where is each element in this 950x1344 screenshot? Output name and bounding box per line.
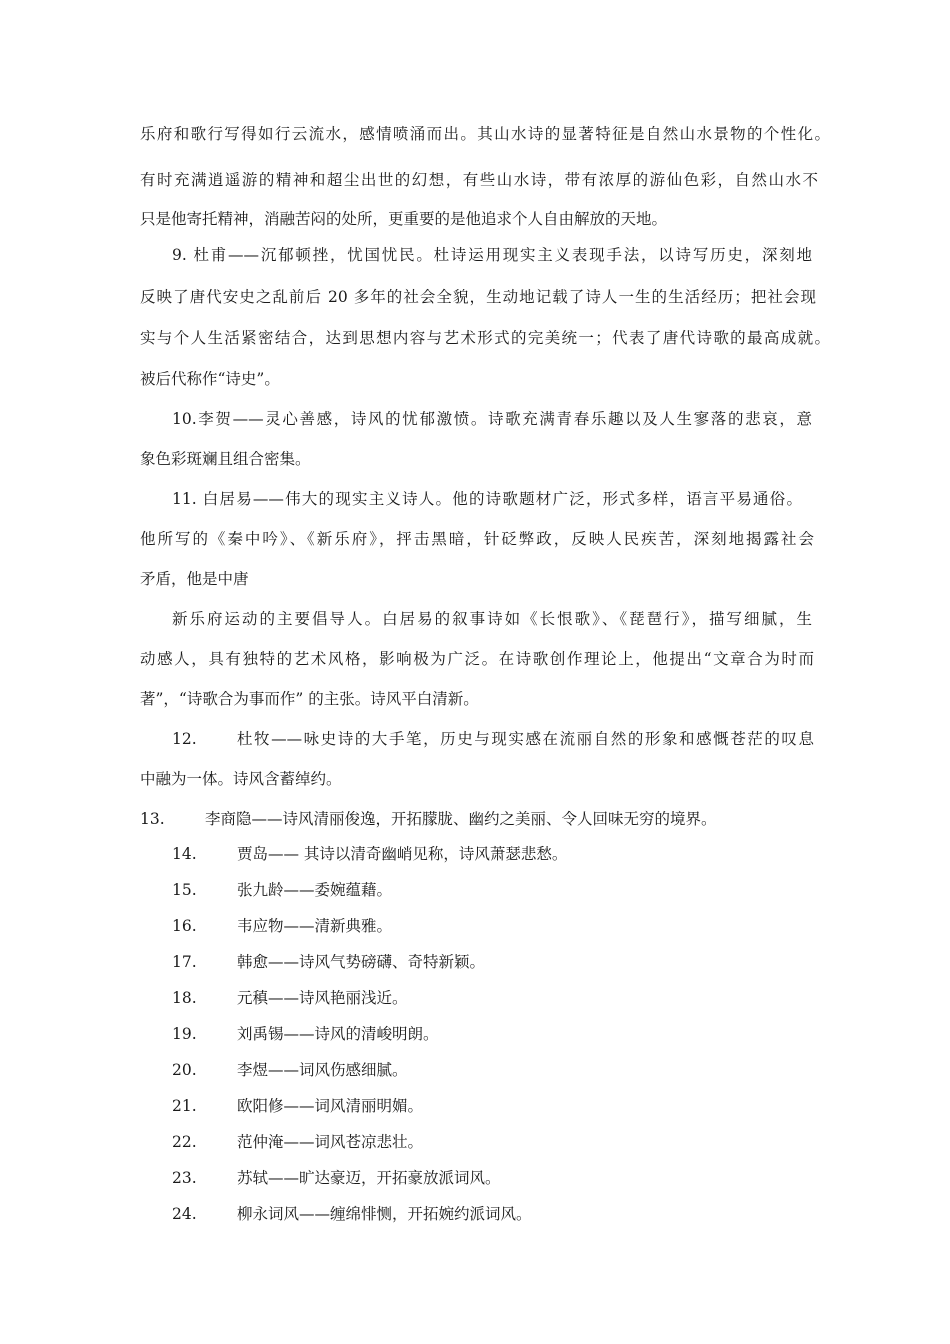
text-line: 有时充满逍遥游的精神和超尘出世的幻想，有些山水诗，带有浓厚的游仙色彩，自然山水不 [140, 171, 818, 189]
text-line: 著”，“诗歌合为事而作” 的主张。诗风平白清新。 [140, 690, 479, 708]
text-line: 中融为一体。诗风含蓄绰约。 [140, 770, 342, 788]
list-number: 12. [172, 730, 197, 748]
list-text: 范仲淹——词风苍凉悲壮。 [237, 1133, 424, 1151]
list-text: 韦应物——清新典雅。 [237, 917, 393, 935]
list-text: 刘禹锡——诗风的清峻明朗。 [237, 1025, 439, 1043]
list-number: 15. [172, 881, 197, 899]
text-line: 9. 杜甫——沉郁顿挫，忧国忧民。杜诗运用现实主义表现手法，以诗写历史，深刻地 [172, 246, 812, 264]
text-line: 矛盾，他是中唐 [140, 570, 249, 588]
list-number: 20. [172, 1061, 197, 1079]
text-line: 动感人，具有独特的艺术风格，影响极为广泛。在诗歌创作理论上，他提出“文章合为时而 [140, 650, 814, 668]
list-number: 21. [172, 1097, 197, 1115]
text-line: 杜牧——咏史诗的大手笔，历史与现实感在流丽自然的形象和感慨苍茫的叹息 [237, 730, 814, 748]
text-line: 乐府和歌行写得如行云流水，感情喷涌而出。其山水诗的显著特征是自然山水景物的个性化。 [140, 125, 830, 143]
list-number: 19. [172, 1025, 197, 1043]
text-line: 反映了唐代安史之乱前后 20 多年的社会全貌，生动地记载了诗人一生的生活经历；把社会现 [140, 288, 816, 306]
list-text: 元稹——诗风艳丽浅近。 [237, 989, 408, 1007]
text-line: 被后代称作“诗史”。 [140, 370, 280, 388]
list-number: 17. [172, 953, 197, 971]
text-line: 他所写的《秦中吟》、《新乐府》，抨击黑暗，针砭弊政，反映人民疾苦，深刻地揭露社会 [140, 530, 814, 548]
text-line: 10.李贺——灵心善感，诗风的忧郁激愤。诗歌充满青春乐趣以及人生寥落的悲哀，意 [172, 410, 812, 428]
list-text: 贾岛—— 其诗以清奇幽峭见称，诗风萧瑟悲愁。 [237, 845, 568, 863]
list-text: 李煜——词风伤感细腻。 [237, 1061, 408, 1079]
text-line: 11. 白居易——伟大的现实主义诗人。他的诗歌题材广泛，形式多样，语言平易通俗。 [172, 490, 802, 508]
text-line: 李商隐——诗风清丽俊逸，开拓朦胧、幽约之美丽、令人回味无穷的境界。 [205, 810, 717, 828]
text-line: 象色彩斑斓且组合密集。 [140, 450, 311, 468]
list-text: 韩愈——诗风气势磅礴、奇特新颖。 [237, 953, 486, 971]
text-line: 实与个人生活紧密结合，达到思想内容与艺术形式的完美统一；代表了唐代诗歌的最高成就。 [140, 329, 830, 347]
list-number: 22. [172, 1133, 197, 1151]
list-number: 14. [172, 845, 197, 863]
list-text: 苏轼——旷达豪迈，开拓豪放派词风。 [237, 1169, 501, 1187]
text-line: 新乐府运动的主要倡导人。白居易的叙事诗如《长恨歌》、《琵琶行》，描写细腻，生 [172, 610, 812, 628]
list-number: 16. [172, 917, 197, 935]
list-text: 柳永词风——缠绵悱恻，开拓婉约派词风。 [237, 1205, 532, 1223]
list-text: 欧阳修——词风清丽明媚。 [237, 1097, 424, 1115]
list-number: 13. [140, 810, 165, 828]
text-line: 只是他寄托精神，消融苦闷的处所，更重要的是他追求个人自由解放的天地。 [140, 210, 668, 228]
list-number: 23. [172, 1169, 197, 1187]
list-number: 24. [172, 1205, 197, 1223]
list-number: 18. [172, 989, 197, 1007]
list-text: 张九龄——委婉蕴藉。 [237, 881, 393, 899]
